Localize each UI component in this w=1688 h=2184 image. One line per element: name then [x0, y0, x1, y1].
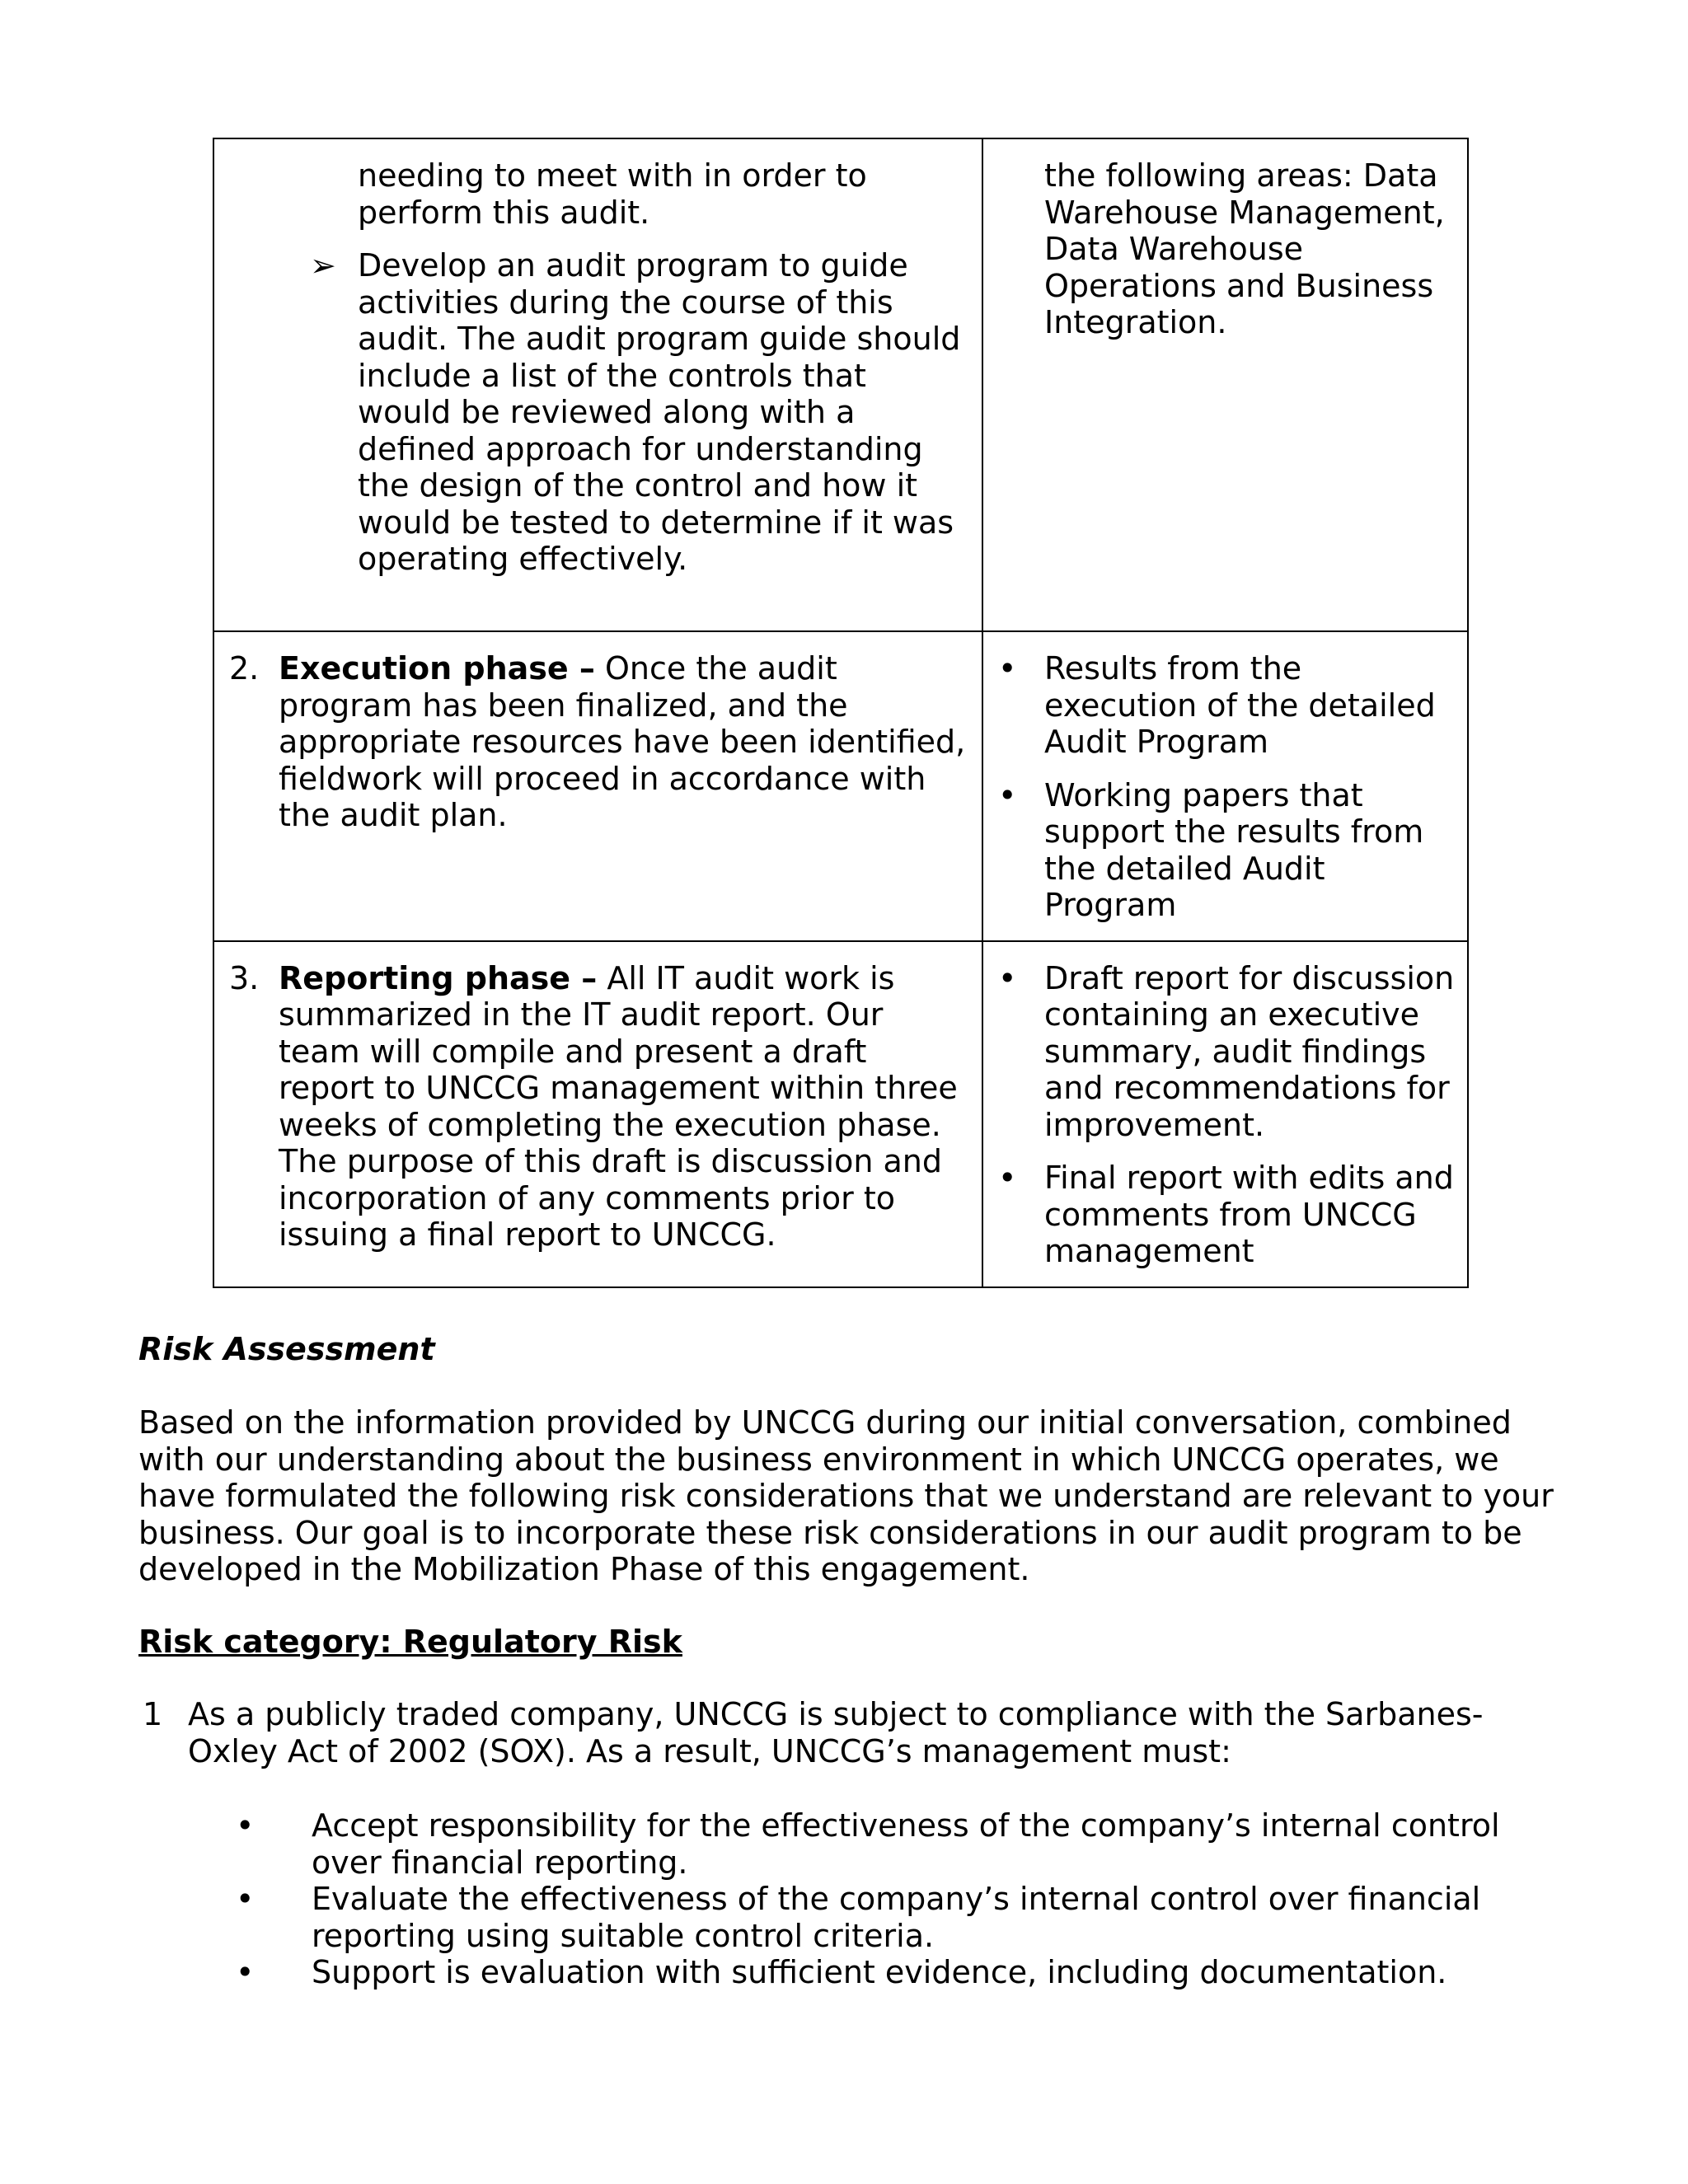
- item-number: 1: [143, 1696, 163, 1732]
- mobilization-deliverables-cell: [982, 138, 1468, 631]
- phase-number: 3.: [229, 959, 260, 996]
- reporting-phase-title: Reporting phase –: [279, 959, 598, 996]
- mobilization-continuation-text: needing to meet with in order to perform this audit.: [358, 157, 867, 231]
- reporting-deliverables-cell: [982, 941, 1468, 1287]
- requirement-text: Accept responsibility for the effectiveness of the company’s internal control over financial reporting.: [312, 1807, 1500, 1881]
- deliverable-text: Working papers that support the results from the detailed Audit Program: [1044, 776, 1424, 923]
- deliverable-text: Results from the execution of the detailed Audit Program: [1044, 650, 1436, 760]
- management-requirements-list: [236, 1807, 1564, 1991]
- requirement-text: Evaluate the effectiveness of the company’s internal control over financial reporting using suitable control criteria.: [312, 1881, 1481, 1954]
- bullet-icon: •: [236, 1807, 255, 1844]
- list-item: [236, 1881, 1564, 1954]
- execution-phase-title: Execution phase –: [279, 650, 595, 687]
- table-row: [213, 138, 1468, 631]
- execution-phase-cell: [213, 631, 982, 941]
- list-item: [998, 776, 1461, 924]
- list-item: [236, 1954, 1564, 1991]
- bullet-icon: •: [998, 959, 1017, 996]
- audit-program-item: [310, 247, 968, 578]
- audit-program-text: Develop an audit program to guide activities during the course of this audit. The audit program guide should include a list of the controls that would be reviewed along with a defined approach for understanding the design of the control and how it would be tested to determine if it was operating effectively.: [358, 247, 961, 577]
- risk-assessment-heading: Risk Assessment: [138, 1331, 435, 1367]
- mobilization-phase-cell: [213, 138, 982, 631]
- deliverables-continuation-text: the following areas: Data Warehouse Management, Data Warehouse Operations and Business Integration.: [1044, 157, 1445, 340]
- list-item: [998, 959, 1461, 1144]
- bullet-icon: •: [998, 650, 1017, 687]
- list-item: [998, 1160, 1461, 1270]
- table-row: [213, 941, 1468, 1287]
- risk-assessment-paragraph: Based on the information provided by UNCCG during our initial conversation, combined with our understanding about the business environment in which UNCCG operates, we have formulated the following risk considerations that we understand are relevant to your business. Our goal is to incorporate these risk considerations in our audit program to be developed in the Mobilization Phase of this engagement.: [138, 1404, 1554, 1587]
- list-item: [998, 650, 1461, 761]
- requirement-text: Support is evaluation with sufficient evidence, including documentation.: [312, 1954, 1447, 1990]
- arrow-bullet-icon: ➢: [310, 247, 336, 284]
- execution-phase-description: [229, 650, 971, 834]
- phase-number: 2.: [229, 650, 260, 687]
- bullet-icon: •: [236, 1954, 255, 1990]
- sox-compliance-item: [143, 1696, 1573, 1769]
- reporting-phase-text: All IT audit work is summarized in the IT audit report. Our team will compile and present a draft report to UNCCG management within three weeks of completing the execution phase. The purpose of this draft is discussion and incorporation of any comments prior to issuing a final report to UNCCG.: [279, 959, 958, 1253]
- bullet-icon: •: [236, 1881, 255, 1917]
- table-row: [213, 631, 1468, 941]
- list-item: [236, 1807, 1564, 1881]
- reporting-phase-cell: [213, 941, 982, 1287]
- sox-compliance-text: As a publicly traded company, UNCCG is subject to compliance with the Sarbanes-Oxley Act of 2002 (SOX). As a result, UNCCG’s management must:: [188, 1696, 1484, 1769]
- deliverable-text: Draft report for discussion containing an executive summary, audit findings and recommendations for improvement.: [1044, 959, 1455, 1143]
- regulatory-risk-heading: Risk category: Regulatory Risk: [138, 1624, 682, 1660]
- execution-phase-text: Once the audit program has been finalized, and the appropriate resources have been identified, fieldwork will proceed in accordance with the audit plan.: [279, 650, 966, 833]
- execution-deliverables-list: [983, 650, 1467, 924]
- bullet-icon: •: [998, 776, 1017, 813]
- reporting-deliverables-list: [983, 960, 1467, 1270]
- execution-deliverables-cell: [982, 631, 1468, 941]
- audit-phases-table: [213, 138, 1469, 1288]
- bullet-icon: •: [998, 1160, 1017, 1196]
- deliverable-text: Final report with edits and comments from UNCCG management: [1044, 1160, 1454, 1269]
- reporting-phase-description: [229, 959, 971, 1254]
